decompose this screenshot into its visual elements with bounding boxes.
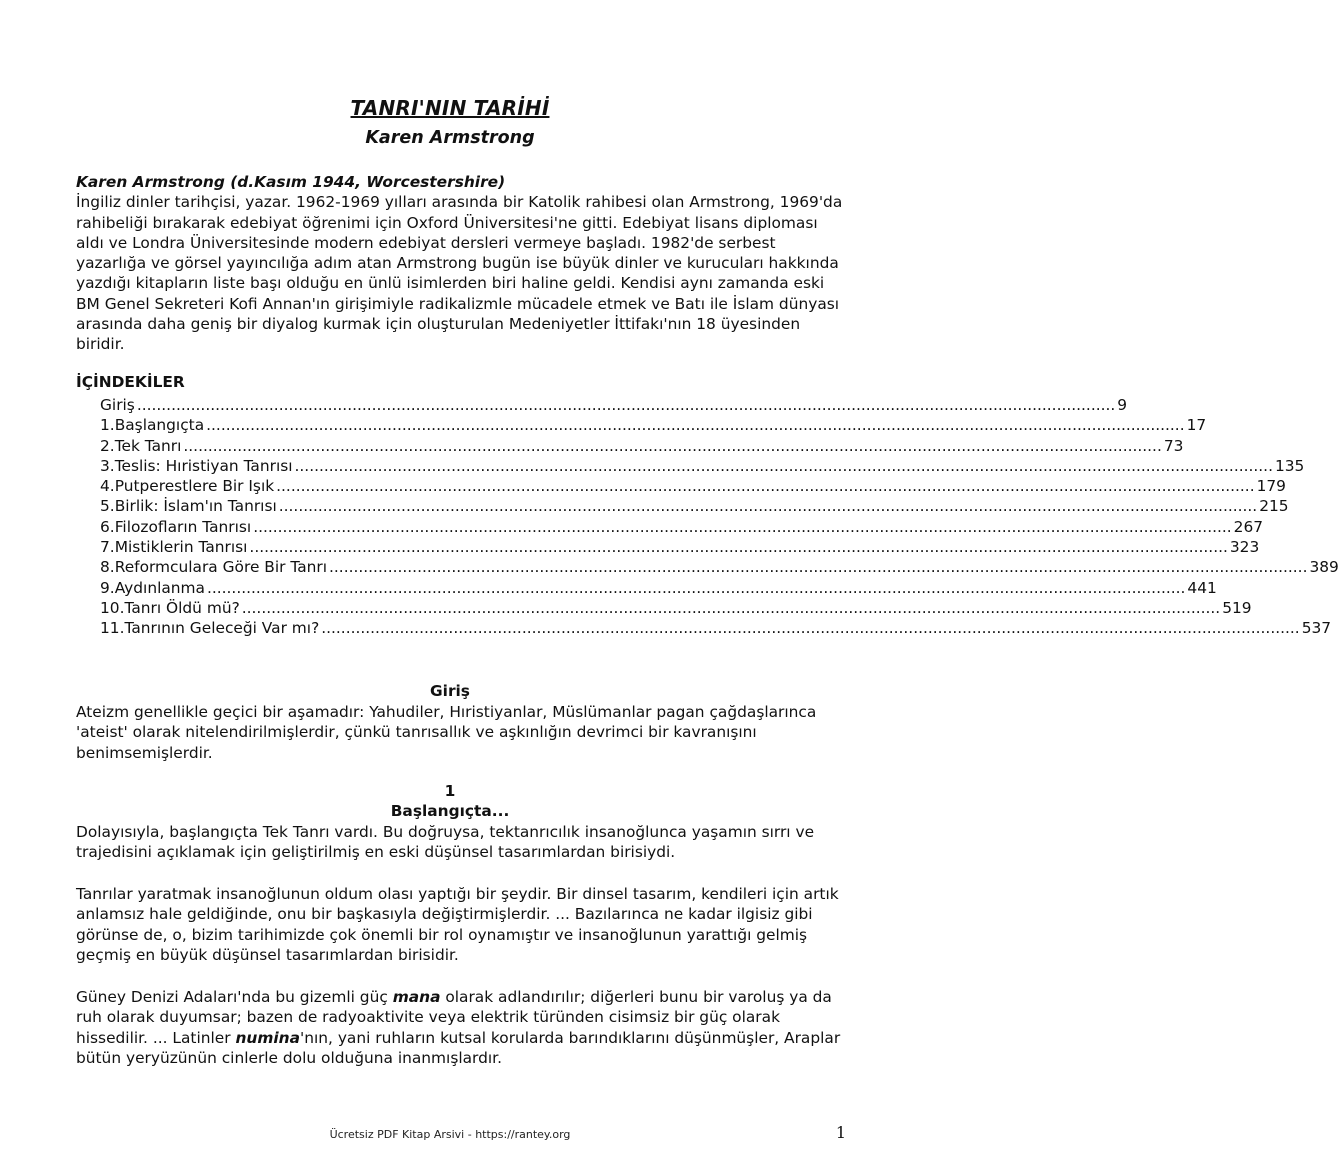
toc-leader-dots: ........................................................................................................................................................................................................ [253, 517, 1232, 536]
toc-entry-number: 2. [100, 436, 115, 455]
chapter-paragraph-3 [76, 987, 846, 1068]
toc-entry-title: Teslis: Hıristiyan Tanrısı [114, 456, 293, 475]
toc-leader-dots: ........................................................................................................................................................................................................ [329, 558, 1308, 577]
toc-entry-title: Mistiklerin Tanrısı [114, 538, 248, 557]
toc-entry-page: 73 [1163, 436, 1184, 455]
book-author: Karen Armstrong [365, 128, 535, 148]
toc-entry-page: 441 [1187, 578, 1217, 597]
intro-heading: Giriş [430, 682, 470, 700]
toc-entry [100, 537, 1260, 557]
toc-entry [100, 557, 1339, 577]
toc-entry-title: Putperestlere Bir Işık [114, 477, 275, 496]
emphasis-mana: mana [392, 988, 441, 1006]
toc-entry-number: 9. [100, 578, 115, 597]
toc-entry [100, 415, 1207, 435]
toc-leader-dots: ........................................................................................................................................................................................................ [294, 456, 1273, 475]
toc-leader-dots: ........................................................................................................................................................................................................ [206, 416, 1185, 435]
toc-entry-page: 215 [1259, 497, 1289, 516]
toc-entry-title: Giriş [100, 396, 135, 414]
toc-entry-number: 1. [100, 416, 115, 435]
book-title: TANRI'NIN TARİHİ [350, 96, 550, 120]
bio-text: İngiliz dinler tarihçisi, yazar. 1962-1969 yılları arasında bir Katolik rahibesi olan Armstrong, 1969'da rahibeliği bırakarak edebiyat öğrenimi için Oxford Üniversitesi'ne gitti. Edebiyat lisans diploması aldı ve Londra Üniversitesinde modern edebiyat dersleri vermeye başladı. 1982'de serbest yazarlığa ve görsel yayıncılığa adım atan Armstrong bugün ise büyük dinler ve kurucuları hakkında yazdığı kitapların liste başı olduğu en ünlü isimlerden biri haline geldi. Kendisi aynı zamanda eski BM Genel Sekreteri Kofi Annan'ın girişimiyle radikalizmle mücadele etmek ve Batı ile İslam dünyası arasında daha geniş bir diyalog kurmak için oluşturulan Medeniyetler İttifakı'nın 18 üyesinden biridir. [76, 193, 843, 354]
footer-link-text: Ücretsiz PDF Kitap Arsivi - https://rantey.org [329, 1128, 571, 1141]
toc-entry-title: Filozofların Tanrısı [114, 517, 252, 536]
toc-entry [100, 517, 1264, 537]
intro-text: Ateizm genellikle geçici bir aşamadır: Yahudiler, Hıristiyanlar, Müslümanlar pagan çağdaşlarınca 'ateist' olarak nitelendirilmişlerdir, çünkü tanrısallık ve aşkınlığın devrimci bir kavranışını benimsemişlerdir. [76, 703, 817, 762]
toc-entry-number: 5. [100, 497, 115, 516]
toc-entry [100, 456, 1305, 476]
paragraph-text-segment: olarak adlandırılır; diğerleri bunu bir varoluş ya da ruh olarak duyumsar; bazen de radyoaktivite veya elektrik türünden cisimsiz bir güç olarak hissedilir. ... Latinler [76, 988, 832, 1047]
toc-entry [100, 395, 1128, 415]
toc-leader-dots: ........................................................................................................................................................................................................ [321, 619, 1300, 638]
emphasis-numina: numina [235, 1028, 301, 1047]
toc-entry-page: 267 [1233, 517, 1264, 536]
toc-entry [100, 578, 1217, 598]
toc-entry-number: 6. [100, 517, 115, 536]
toc-leader-dots: ........................................................................................................................................................................................................ [136, 396, 1116, 414]
toc-entry-number: 8. [100, 558, 115, 577]
toc-leader-dots: ........................................................................................................................................................................................................ [206, 578, 1186, 597]
toc-leader-dots: ........................................................................................................................................................................................................ [241, 598, 1221, 617]
toc-entry [100, 598, 1252, 618]
toc-heading: İÇİNDEKİLER [76, 373, 185, 391]
toc-entry-page: 537 [1301, 619, 1332, 638]
paragraph-text-segment: 'nın, yani ruhların kutsal korularda barındıklarını düşünmüşler, Araplar bütün yeryüzünün cinlerle dolu olduğuna inanmışlardır. [76, 1028, 841, 1067]
toc-entry-page: 179 [1256, 477, 1286, 496]
toc-entry-number: 3. [100, 456, 115, 475]
paragraph-text-segment: Güney Denizi Adaları'nda bu gizemli güç [76, 988, 393, 1006]
toc-entry-page: 519 [1222, 598, 1252, 617]
author-bio [76, 172, 846, 355]
toc-entry-number: 10. [100, 598, 125, 617]
bio-heading: Karen Armstrong (d.Kasım 1944, Worcestershire) [76, 173, 506, 191]
toc-entry-title: Tanrının Geleceği Var mı? [124, 619, 320, 638]
toc-leader-dots: ........................................................................................................................................................................................................ [249, 538, 1228, 557]
toc-entry-title: Reformculara Göre Bir Tanrı [114, 558, 328, 577]
toc-leader-dots: ........................................................................................................................................................................................................ [278, 497, 1258, 516]
toc-leader-dots: ........................................................................................................................................................................................................ [276, 477, 1255, 496]
toc-entry-number: 7. [100, 538, 115, 557]
toc-entry [100, 496, 1289, 516]
chapter-number: 1 [444, 782, 456, 800]
toc-entry-number: 11. [100, 619, 125, 638]
toc-leader-dots: ........................................................................................................................................................................................................ [183, 436, 1162, 455]
toc-entry-title: Birlik: İslam'ın Tanrısı [114, 497, 277, 516]
toc-entry-page: 17 [1186, 416, 1207, 435]
toc-entry-page: 9 [1117, 396, 1128, 414]
toc-entry-page: 135 [1274, 456, 1305, 475]
chapter-paragraph-1: Dolayısıyla, başlangıçta Tek Tanrı vardı. Bu doğruysa, tektanrıcılık insanoğlunca yaşamın sırrı ve trajedisini açıklamak için geliştirilmiş en eski düşünsel tasarımlardan birisiydi. [76, 823, 815, 862]
toc-entry [100, 476, 1286, 496]
toc-entry-title: Tek Tanrı [114, 436, 182, 455]
chapter-paragraph-2: Tanrılar yaratmak insanoğlunun oldum olası yaptığı bir şeydir. Bir dinsel tasarım, kendileri için artık anlamsız hale geldiğinde, onu bir başkasıyla değiştirmişlerdir. ... Bazılarınca ne kadar ilgisiz gibi görünse de, o, bizim tarihimizde çok önemli bir rol oynamıştır ve insanoğlunun yarattığı gelmiş geçmiş en büyük düşünsel tasarımlardan birisidir. [76, 885, 839, 964]
toc-entry-title: Aydınlanma [114, 578, 205, 597]
table-of-contents [100, 395, 1339, 639]
toc-entry-title: Tanrı Öldü mü? [124, 598, 240, 617]
toc-entry-page: 389 [1309, 558, 1339, 577]
chapter-title: Başlangıçta... [390, 802, 510, 820]
toc-entry [100, 618, 1332, 638]
toc-entry [100, 436, 1184, 456]
page-number: 1 [835, 1123, 846, 1142]
toc-entry-title: Başlangıçta [114, 416, 205, 435]
toc-entry-number: 4. [100, 477, 115, 496]
toc-entry-page: 323 [1229, 538, 1260, 557]
